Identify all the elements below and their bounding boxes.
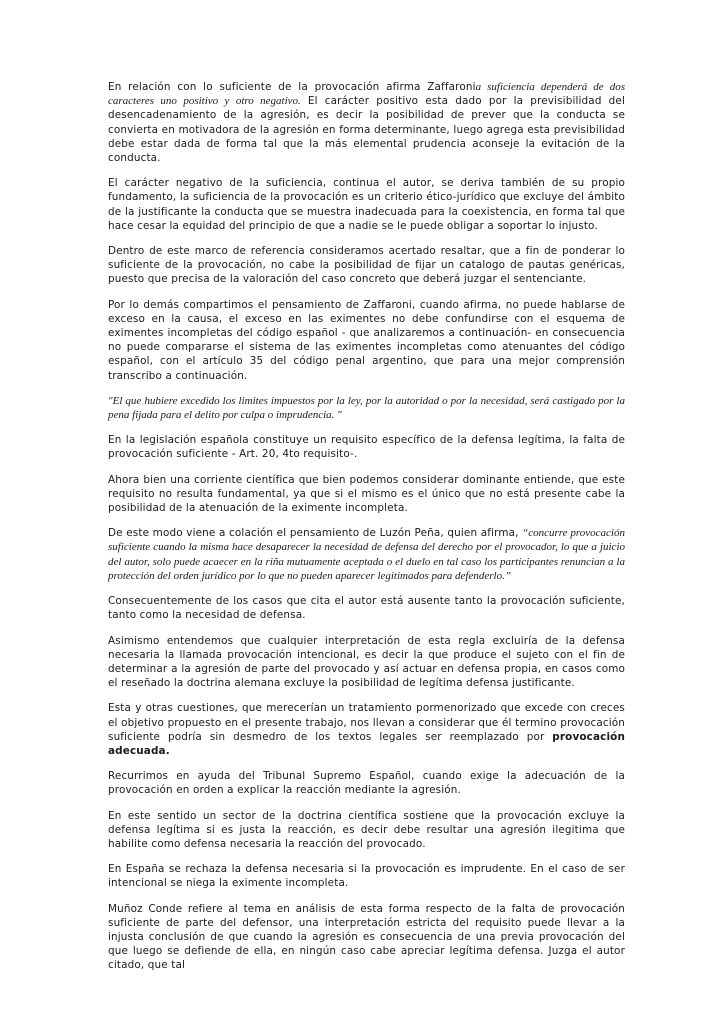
paragraph-8	[108, 526, 625, 583]
paragraph-1-italic: a suficiencia dependerá de dos caracteres uno positivo y otro negativo.	[108, 81, 625, 108]
paragraph-11	[108, 701, 625, 758]
paragraph-7: Ahora bien una corriente científica que bien podemos considerar dominante entiende, que este requisito no resulta fundamental, ya que si el mismo es el único que no está presente cabe la posibilidad de la atenuación de la eximente incompleta.	[108, 473, 625, 515]
paragraph-1	[108, 80, 625, 165]
paragraph-1-text: En relación con lo suficiente de la provocación afirma Zaffaroni	[108, 81, 476, 93]
document-page	[108, 80, 625, 984]
paragraph-4: Por lo demás compartimos el pensamiento de Zaffaroni, cuando afirma, no puede hablarse de exceso en la causa, el exceso en las eximentes no debe confundirse con el esquema de eximentes incompletas del código español - que analizaremos a continuación- en consecuencia no puede compararse el sistema de las eximentes incompletas como atenuantes del código español, con el artículo 35 del código penal argentino, que para una mejor comprensión transcribo a continuación.	[108, 298, 625, 382]
paragraph-8-text: De este modo viene a colación el pensamiento de Luzón Peña, quien afirma,	[108, 527, 523, 540]
paragraph-8-quote: “concurre provocación suficiente cuando la misma hace desaparecer la necesidad de defensa del derecho por el provocador, lo que a juicio del autor, solo puede acaecer en la riña mutuamente aceptada o el duelo en tal caso los participantes renuncian a la protección del orden jurídico por lo que no pueden aparecer legitimados para defenderlo.”	[108, 527, 625, 582]
paragraph-12: Recurrimos en ayuda del Tribunal Supremo Español, cuando exige la adecuación de la provocación en orden a explicar la reacción mediante la agresión.	[108, 770, 625, 797]
article-quote: "El que hubiere excedido los limites impuestos por la ley, por la autoridad o por la necesidad, será castigado por la pena fijada para el delito por culpa o imprudencia. "	[108, 394, 625, 422]
paragraph-3: Dentro de este marco de referencia consideramos acertado resaltar, que a fin de ponderar lo suficiente de la provocación, no cabe la posibilidad de fijar un catalogo de pautas genéricas, puesto que precisa de la valoración del caso concreto que deberá juzgar el sentenciante.	[108, 245, 625, 286]
paragraph-15: Muñoz Conde refiere al tema en análisis de esta forma respecto de la falta de provocación suficiente de parte del defensor, una interpretación estricta del requisito puede llevar a la injusta conclusión de que cuando la agresión es consecuencia de una previa provocación del que luego se defiende de ella, en ningún caso cabe apreciar legítima defensa. Juzga el autor citado, que tal	[108, 902, 625, 972]
paragraph-10: Asimismo entendemos que cualquier interpretación de esta regla excluiría de la defensa necesaria la llamada provocación intencional, es decir la que produce el sujeto con el fin de determinar a la agresión de parte del provocado y así actuar en defensa propia, en casos como el reseñado la doctrina alemana excluye la posibilidad de legítima defensa justificante.	[108, 634, 625, 690]
paragraph-6: En la legislación española constituye un requisito específico de la defensa legítima, la falta de provocación suficiente - Art. 20, 4to requisito-.	[108, 434, 625, 461]
paragraph-1-text-cont: El carácter positivo esta dado por la previsibilidad del desencadenamiento de la agresión, es decir la posibilidad de prever que la conducta se convierta en motivadora de la agresión en forma determinante, luego agrega esta previsibilidad debe estar dada de forma tal que la más elemental prudencia aconseje la evitación de la conducta.	[108, 95, 625, 165]
paragraph-11-text: Esta y otras cuestiones, que merecerían un tratamiento pormenorizado que excede con creces el objetivo propuesto en el presente trabajo, nos llevan a considerar que él termino provocación suficiente podría sin desmedro de los textos legales ser reemplazado por	[108, 702, 625, 743]
paragraph-11-bold: provocación adecuada.	[108, 730, 625, 757]
paragraph-9: Consecuentemente de los casos que cita el autor está ausente tanto la provocación suficiente, tanto como la necesidad de defensa.	[108, 595, 625, 622]
paragraph-2: El carácter negativo de la suficiencia, continua el autor, se deriva también de su propio fundamento, la suficiencia de la provocación es un criterio ético-jurídico que excluye del ámbito de la justificante la conducta que se muestra inadecuada para la coexistencia, en forma tal que hace cesar la equidad del principio de que a nadie se le puede obligar a soportar lo injusto.	[108, 177, 625, 232]
paragraph-13: En este sentido un sector de la doctrina científica sostiene que la provocación excluye la defensa legítima si es justa la reacción, es decir debe resultar una agresión ilegitima que habilite como defensa necesaria la reacción del provocado.	[108, 809, 625, 850]
paragraph-14: En España se rechaza la defensa necesaria si la provocación es imprudente. En el caso de ser intencional se niega la eximente incompleta.	[108, 863, 625, 890]
